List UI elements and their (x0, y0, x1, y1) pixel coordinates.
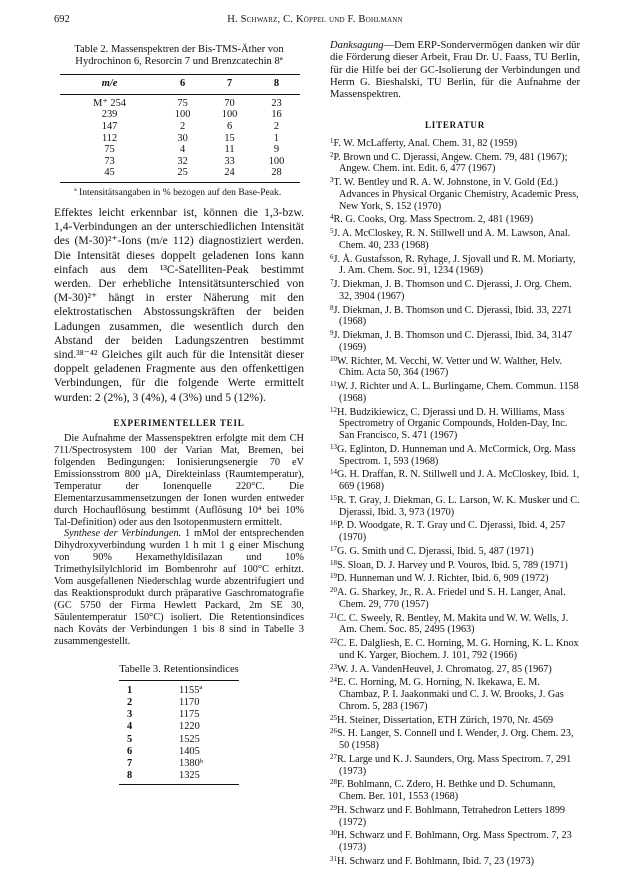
reference-item (330, 675, 580, 712)
reference-item (330, 150, 580, 176)
table3-index: 1170 (179, 696, 200, 708)
reference-item (330, 585, 580, 611)
reference-item (330, 571, 580, 585)
reference-item (330, 379, 580, 405)
section-title-experimental: EXPERIMENTELLER TEIL (113, 417, 245, 428)
reference-item (330, 175, 580, 212)
reference-number: 30 (330, 829, 337, 838)
table2-row (60, 156, 300, 168)
reference-text: G. H. Draffan, R. N. Stillwell und J. A. McCloskey, Ibid. 1, 669 (1968) (337, 469, 580, 493)
table3-row (119, 746, 239, 758)
reference-text: W. Richter, M. Vecchi, W. Vetter und W. Walther, Helv. Chim. Acta 50, 364 (1967) (337, 355, 563, 379)
acknowledgement-label: Danksagung (330, 40, 384, 51)
reference-text: J. Å. Gustafsson, R. Ryhage, J. Sjovall und R. M. Moriarty, J. Am. Chem. Soc. 91, 1234 (1969) (333, 253, 576, 277)
reference-number: 14 (330, 468, 337, 477)
reference-item (330, 558, 580, 572)
running-title: H. Schwarz, C. Köppel und F. Bohlmann (227, 14, 403, 25)
reference-item (330, 544, 580, 558)
reference-item (330, 636, 580, 662)
reference-item (330, 493, 580, 519)
table2-cell: M⁺ 254 (93, 97, 127, 109)
reference-item (330, 303, 580, 329)
reference-number: 11 (330, 380, 337, 389)
table2-cell: 1 (273, 132, 280, 144)
table2-row (60, 167, 300, 182)
reference-text: E. C. Horning, M. G. Horning, N. Ikekawa, E. M. Chambaz, P. I. Jaakonmaki und C. J. W. Brooks, J. Gas Chrom. 5, 283 (1967) (337, 677, 564, 712)
reference-number: 9 (330, 329, 334, 338)
table2-cell: 100 (221, 109, 238, 121)
reference-text: H. Budzikiewicz, C. Djerassi und D. H. Williams, Mass Spectrometry of Organic Compounds, Holden-Day, Inc. San Francisco, S. 471 (1967) (337, 406, 568, 442)
reference-text: F. W. McLafferty, Anal. Chem. 31, 82 (1959) (333, 137, 518, 149)
table2-cell: 75 (177, 97, 188, 109)
reference-text: G. G. Smith und C. Djerassi, Ibid. 5, 487 (1971) (337, 545, 534, 557)
reference-item (330, 777, 580, 803)
table3-row (119, 697, 239, 709)
reference-text: D. Hunneman und W. J. Richter, Ibid. 6, 909 (1972) (337, 573, 549, 585)
table2-cell: 70 (224, 97, 235, 109)
reference-number: 24 (330, 676, 337, 685)
reference-text: J. Diekman, J. B. Thomson und C. Djerassi, J. Org. Chem. 32, 3904 (1967) (333, 279, 572, 302)
reference-number: 7 (330, 278, 334, 287)
table2-row (60, 121, 300, 133)
reference-text: G. Eglinton, D. Hunneman und A. McCormick, Org. Mass Spectrom. 1, 593 (1968) (337, 443, 576, 467)
reference-number: 10 (330, 354, 337, 363)
table3-row (119, 709, 239, 721)
reference-number: 15 (330, 493, 337, 502)
reference-text: H. Schwarz und F. Bohlmann, Org. Mass Spectrom. 7, 23 (1973) (337, 830, 572, 854)
table3 (119, 680, 239, 786)
reference-item (330, 405, 580, 442)
reference-item (330, 713, 580, 727)
page-number: 692 (54, 14, 70, 25)
table2-cell: 73 (104, 155, 115, 167)
reference-text: A. G. Sharkey, Jr., R. A. Friedel und S. H. Langer, Anal. Chem. 29, 770 (1957) (337, 587, 566, 610)
table2-cell: 6 (226, 121, 233, 132)
table2-header-cell: 8 (273, 78, 280, 90)
table3-index: 1325 (179, 770, 239, 785)
reference-list (330, 136, 580, 868)
reference-item (330, 726, 580, 752)
table2-cell: 9 (273, 144, 280, 156)
discussion-text (54, 206, 304, 405)
table2-cell: 100 (174, 109, 191, 121)
reference-item (330, 611, 580, 637)
reference-item (330, 803, 580, 829)
table3-compound: 3 (127, 709, 133, 721)
reference-item (330, 752, 580, 778)
reference-number: 18 (330, 558, 337, 567)
table2-cell: 11 (224, 144, 235, 156)
table2-cell: 100 (268, 155, 285, 167)
experimental-paragraph: Die Aufnahme der Massenspektren erfolgte mit dem CH 711/Spectrosystem 100 der Varian Mat, Bremen, bei folgenden Bedingungen: Ionisierungsenergie 70 eV Emissionsstrom 800 µA, Direkteinlass (Raumtemperatur), Temperatur der Ionenquelle 220°C. Die Elementarzusammensetzungen der Ionen wurden entweder durch Hochauflösung bestimmt (Auflösung 10⁴ bei 10% Tal-Definition) oder aus den Isotopenmustern ermittelt. (54, 433, 304, 528)
reference-text: T. W. Bentley und R. A. W. Johnstone, in V. Gold (Ed.) Advances in Physical Organic Chemistry, Academic Press, New York, S. 152 (1970) (333, 177, 579, 212)
reference-text: C. E. Dalgliesh, E. C. Horning, M. G. Horning, K. L. Knox und K. Yarger, Biochem. J. 101, 792 (1966) (337, 638, 579, 661)
reference-item (330, 442, 580, 468)
reference-text: R. Large und K. J. Saunders, Org. Mass Spectrom. 7, 291 (1973) (337, 753, 572, 777)
reference-number: 6 (330, 252, 334, 261)
table3-compound: 4 (127, 721, 133, 733)
reference-number: 1 (330, 136, 334, 145)
reference-text: P. Brown und C. Djerassi, Angew. Chem. 79, 481 (1967); Angew. Chem. int. Edit. 6, 477 (1967) (333, 151, 568, 175)
table2-caption: Table 2. Massenspektren der Bis-TMS-Äther von Hydrochinon 6, Resorcin 7 und Brenzcatechin 8ª (74, 44, 284, 68)
reference-number: 20 (330, 586, 337, 595)
reference-number: 8 (330, 303, 334, 312)
reference-item (330, 518, 580, 544)
table3-row (119, 758, 239, 770)
reference-text: H. Schwarz und F. Bohlmann, Tetrahedron Letters 1899 (1972) (337, 804, 566, 828)
table2-cell: 15 (224, 132, 235, 144)
reference-number: 28 (330, 778, 337, 787)
table2-cell: 16 (271, 109, 282, 121)
reference-text: H. Steiner, Dissertation, ETH Zürich, 1970, Nr. 4569 (337, 714, 554, 726)
table3-index: 1155ª (179, 684, 203, 696)
reference-number: 21 (330, 611, 337, 620)
table3-index: 1405 (179, 745, 200, 757)
reference-item (330, 662, 580, 676)
reference-number: 17 (330, 544, 337, 553)
reference-text: W. J. Richter und A. L. Burlingame, Chem. Commun. 1158 (1968) (336, 381, 579, 404)
left-column (54, 40, 304, 785)
reference-number: 2 (330, 150, 334, 159)
reference-number: 3 (330, 176, 334, 185)
table2-header-cell: 6 (180, 78, 186, 90)
reference-item (330, 328, 580, 354)
reference-number: 31 (330, 854, 337, 863)
reference-number: 4 (330, 213, 334, 222)
table3-row (119, 770, 239, 785)
reference-number: 23 (330, 662, 337, 671)
table2-cell: 33 (224, 155, 235, 167)
reference-text: J. A. McCloskey, R. N. Stillwell und A. M. Lawson, Anal. Chem. 40, 233 (1968) (333, 228, 571, 251)
reference-text: H. Schwarz und F. Bohlmann, Ibid. 7, 23 (1973) (337, 855, 534, 867)
reference-text: P. D. Woodgate, R. T. Gray und C. Djerassi, Ibid. 4, 257 (1970) (337, 520, 566, 544)
table3-compound: 5 (127, 733, 133, 745)
reference-text: W. J. A. VandenHeuvel, J. Chromatog. 27, 85 (1967) (337, 663, 552, 675)
reference-number: 19 (330, 572, 337, 581)
table3-caption: Tabelle 3. Retentionsindices (119, 663, 239, 675)
table2-cell: 147 (101, 121, 118, 132)
table2-cell: 4 (180, 144, 186, 156)
table3-row (119, 734, 239, 746)
table2-cell: 30 (177, 132, 188, 144)
table2-cell: 45 (104, 167, 115, 179)
reference-number: 16 (330, 519, 337, 528)
reference-item (330, 212, 580, 226)
table2-cell: 75 (104, 144, 115, 156)
table2-cell: 24 (224, 167, 235, 179)
right-column (330, 40, 580, 868)
table2-header-cell: 7 (226, 78, 233, 90)
table2-cell: 112 (101, 132, 118, 144)
table2-row (60, 109, 300, 121)
reference-text: R. T. Gray, J. Diekman, G. L. Larson, W. K. Musker und C. Djerassi, Ibid. 3, 973 (1970) (337, 494, 580, 518)
reference-text: C. C. Sweely, R. Bentley, M. Makita und W. W. Wells, J. Am. Chem. Soc. 85, 2495 (1963) (337, 612, 569, 636)
literatur-title: LITERATUR (424, 120, 486, 131)
reference-number: 22 (330, 637, 337, 646)
synthesis-label: Synthese der Verbindungen. (64, 528, 182, 540)
table2-cell: 28 (271, 167, 282, 179)
table2-row (60, 133, 300, 145)
reference-number: 13 (330, 442, 337, 451)
reference-text: J. Diekman, J. B. Thomson und C. Djerassi, Ibid. 33, 2271 (1968) (333, 304, 573, 328)
table2-cell: 2 (273, 121, 280, 132)
reference-text: F. Bohlmann, C. Zdero, H. Bethke und D. Schumann, Chem. Ber. 101, 1553 (1968) (337, 779, 556, 803)
table3-compound: 1 (127, 684, 133, 696)
reference-number: 29 (330, 803, 337, 812)
table2-row (60, 144, 300, 156)
reference-number: 12 (330, 405, 337, 414)
reference-number: 25 (330, 713, 337, 722)
reference-item (330, 277, 580, 303)
reference-number: 27 (330, 752, 337, 761)
reference-number: 5 (330, 227, 334, 236)
table2-row (60, 94, 300, 109)
table2-cell: 23 (271, 97, 282, 109)
table3-body (119, 680, 239, 785)
page-header (54, 14, 576, 28)
table3-index: 1175 (179, 709, 200, 721)
reference-item (330, 467, 580, 493)
reference-text: S. Sloan, D. J. Harvey und P. Vouros, Ibid. 5, 789 (1971) (337, 559, 568, 571)
table2 (60, 74, 300, 183)
reference-item (330, 252, 580, 278)
table2-cell: 32 (177, 155, 188, 167)
table2-cell: 25 (177, 167, 188, 179)
table3-compound: 2 (127, 696, 133, 708)
table3-index: 1220 (179, 721, 200, 733)
reference-item (330, 226, 580, 252)
synthesis-paragraph (54, 528, 304, 647)
table2-body (60, 94, 300, 182)
synthesis-text: 1 mMol der entsprechenden Dihydroxyverbindung wurden 1 h mit 1 g einer Mischung von 90% Hexamethyldisilazan und 10% Trimethylsilylchlorid im Bombenrohr auf 100°C erhitzt. Vom ausgefallenen Niederschlag wurde abzentrifugiert und das Reaktionsprodukt durch präparative Gaschromatografie (GC 5750 der Firma Hewlett Packard, 2m SE 30, Säulentemperatur 150°C) isoliert. Die Retentionsindices nach Kováts der Verbindungen 1 bis 8 sind in Tabelle 3 zusammengestellt. (54, 528, 305, 647)
table3-row (119, 685, 239, 697)
table2-cell: 2 (180, 121, 186, 132)
table2-cell: 239 (101, 109, 118, 121)
table2-footnote: ª Intensitätsangaben in % bezogen auf den Base-Peak. (74, 186, 282, 198)
discussion-paragraph: Effektes leicht erkennbar ist, können die 1,3-bzw. 1,4-Verbindungen an der unterschiedlichen Intensität des (M-30)²⁺-Ions (m/e 112) diagnostiziert werden. Die Intensität dieses doppelt geladenen Ions kann einfach aus dem ¹³C-Satelliten-Peak bestimmt werden. Der erhebliche Intensitätsunterschied von (M-30)²⁺ hängt in erster Näherung mit den elektrostatischen Abstossungskräften der beiden Ladungen zusammen, die wesentlich durch den Abstand der beiden Ladungszentren bestimmt sind.³⁸⁻⁴² Gleiches gilt auch für die Intensität dieser doppelt geladenen Fragmente aus den offenkettigen Verbindungen, für die folgende Werte ermittelt wurden: 2 (2%), 3 (4%), 4 (3%) und 5 (12%). (54, 205, 304, 404)
table3-compound: 8 (119, 770, 179, 785)
table3-row (119, 721, 239, 733)
table3-compound: 7 (127, 757, 133, 769)
reference-item (330, 854, 580, 868)
reference-item (330, 354, 580, 380)
table3-index: 1380ᵇ (179, 757, 203, 769)
reference-item (330, 136, 580, 150)
reference-text: J. Diekman, J. B. Thomson und C. Djerassi, Ibid. 34, 3147 (1969) (333, 330, 573, 353)
table3-index: 1525 (179, 733, 200, 745)
reference-number: 26 (330, 727, 337, 736)
experimental-text (54, 433, 304, 647)
reference-text: S. H. Langer, S. Connell und I. Wender, J. Org. Chem. 23, 50 (1958) (337, 728, 574, 752)
table2-header-cell: m/e (101, 78, 118, 90)
table2-header-row (60, 75, 300, 94)
table3-compound: 6 (127, 745, 133, 757)
acknowledgement-text: —Dem ERP-Sondervermögen danken wir dür die Förderung dieser Arbeit, Frau Dr. U. Faass, TU Berlin, für die Hilfe bei der GC-Isolierung der Verbindungen und Herrn G. Bieshalski, TU Berlin, für die Aufnahme der Massenspektren. (330, 40, 580, 101)
reference-text: R. G. Cooks, Org. Mass Spectrom. 2, 481 (1969) (333, 214, 534, 226)
acknowledgement (330, 40, 580, 101)
reference-item (330, 828, 580, 854)
